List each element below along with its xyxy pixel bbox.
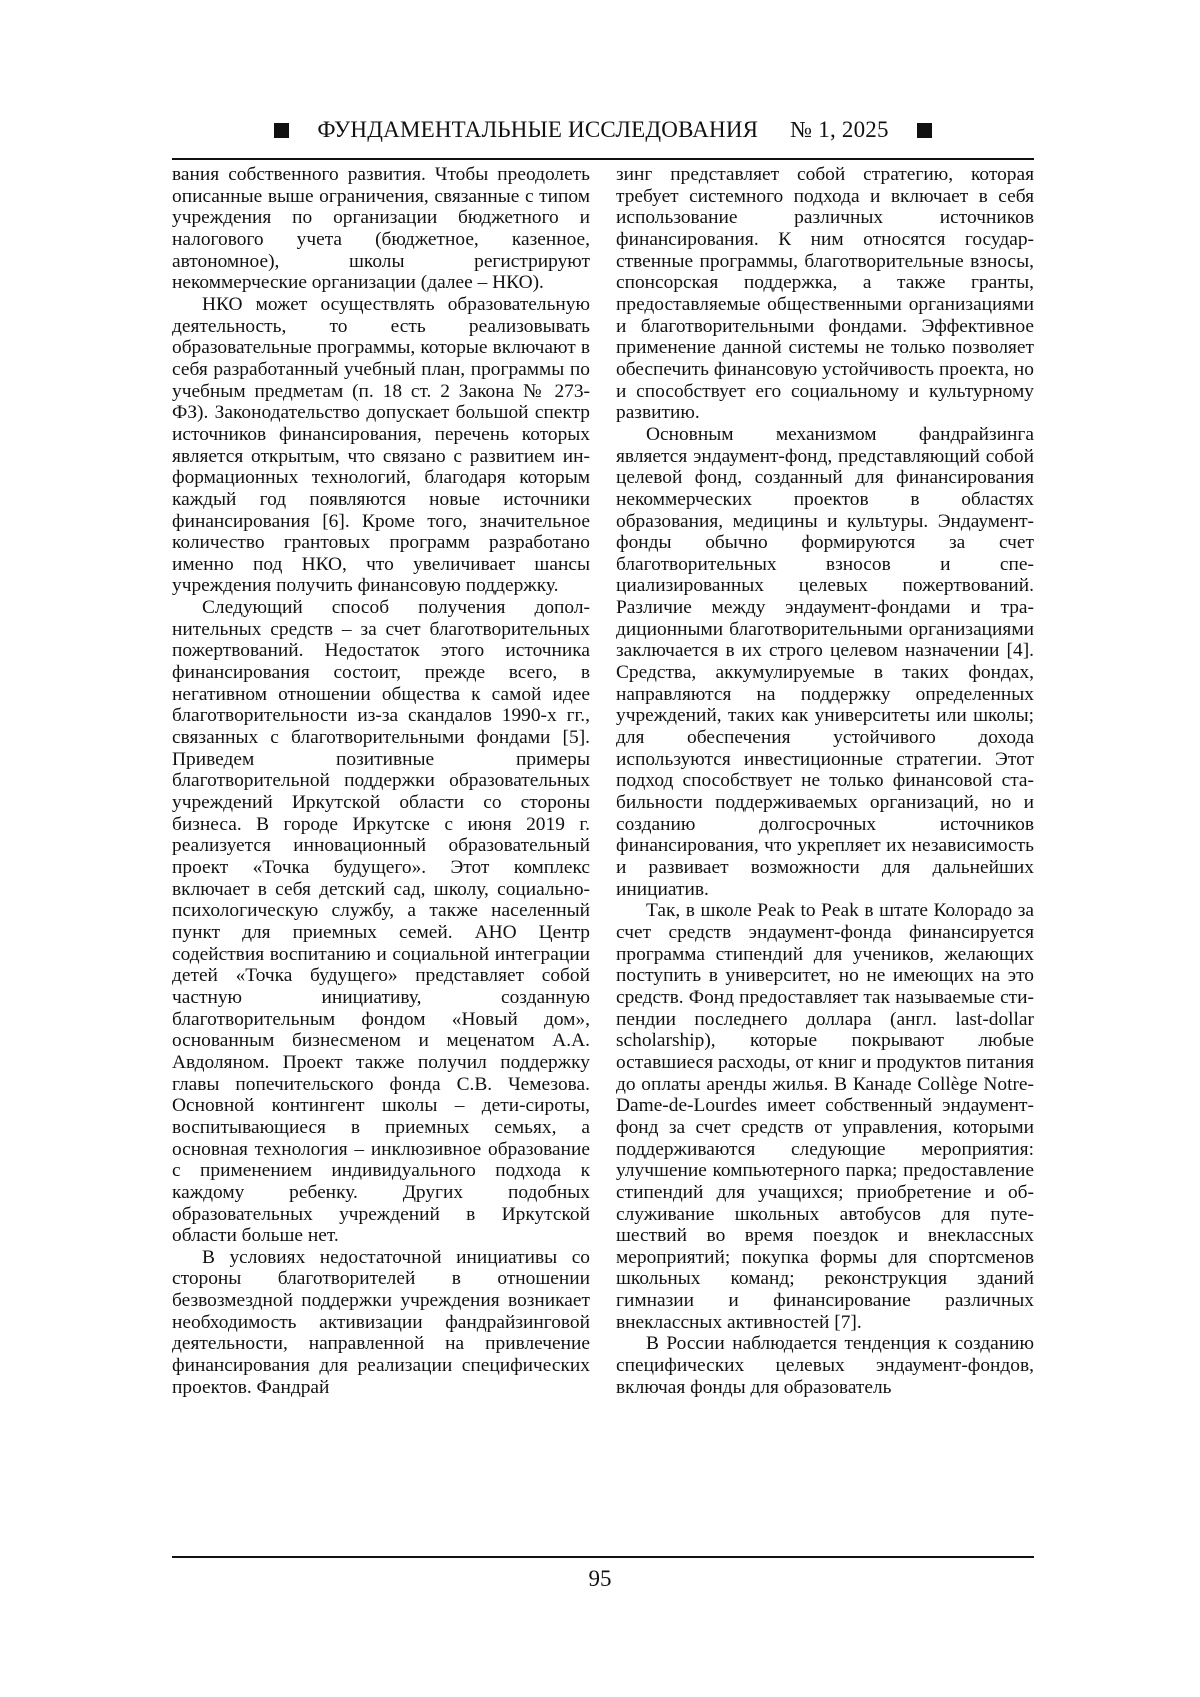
paragraph: вания собственного развития. Чтобы преодолеть описанные выше ограничения, связанные с типом учреждения по организации бюджетного и налогового учета (бюджетное, казенное, автономное), школы регистрируют некоммерческие организации (далее – НКО). bbox=[172, 164, 590, 294]
paragraph: Так, в школе Peak to Peak в штате Колорадо за счет средств эндаумент-фонда финансируется программа стипендий для учеников, желающих поступить в университет, но не имеющих на это средств. Фонд предоставляет так называемые стипендии последнего доллара (англ. last-dollar scholarship), которые покрывают любые оставшиеся расходы, от книг и продуктов питания до оплаты аренды жилья. В Канаде Collège Notre-Dame-de-Lourdes имеет собственный эндаумент-фонд за счет средств от управления, которыми поддерживаются следующие мероприятия: улучшение компьютерного парка; предоставление стипендий для учащихся; приобретение и обслуживание школьных автобусов для путешествий во время поездок и внеклассных мероприятий; покупка формы для спортсменов школьных команд; реконструкция зданий гимназии и финансирование различных внеклассных активностей [7]. bbox=[616, 900, 1034, 1333]
paragraph: Следующий способ получения дополнительных средств – за счет благотворительных пожертвований. Недостаток этого источника финансирования состоит, прежде всего, в негативном отношении общества к самой идее благотворительности из-за скандалов 1990-х гг., связанных с благотворительными фондами [5]. Приведем позитивные примеры благотворительной поддержки образовательных учреждений Иркутской области со стороны бизнеса. В городе Иркутске с июня 2019 г. реализуется инновационный образовательный проект «Точка будущего». Этот комплекс включает в себя детский сад, школу, социально-психологическую службу, а также населенный пункт для приемных семей. АНО Центр содействия воспитанию и социальной интеграции детей «Точка будущего» представляет собой частную инициативу, созданную благотворительным фондом «Новый дом», основанным бизнесменом и меценатом А.А. Авдоляном. Проект также получил поддержку главы попечительского фонда С.В. Чемезова. Основной контингент школы – дети-сироты, воспитывающиеся в приемных семьях, а основная технология – инклюзивное образование с применением индивидуального подхода к каждому ребенку. Других подобных образовательных учреждений в Иркутской области больше нет. bbox=[172, 597, 590, 1247]
left-column bbox=[172, 164, 590, 1540]
paragraph: В условиях недостаточной инициативы со стороны благотворителей в отношении безвозмездной поддержки учреждения возникает необходимость активизации фандрайзинговой деятельности, направленной на привлечение финансирования для реализации специфических проектов. Фандрай bbox=[172, 1246, 590, 1398]
article-body bbox=[172, 164, 1034, 1540]
page-number: 95 bbox=[588, 1566, 612, 1591]
paragraph: В России наблюдается тенденция к созданию специфических целевых эндаумент-фондов, включая фонды для образователь bbox=[616, 1333, 1034, 1398]
paragraph: Основным механизмом фандрайзинга является эндаумент-фонд, представляющий собой целевой фонд, созданный для финансирования некоммерческих проектов в областях образования, медицины и культуры. Эндаумент-фонды обычно формируются за счет благотворительных взносов и специализированных целевых пожертвований. Различие между эндаумент-фондами и традиционными благотворительными организациями заключается в их строго целевом назначении [4]. Средства, аккумулируемые в таких фондах, направляются на поддержку определенных учреждений, таких как университеты или школы; для обеспечения устойчивого дохода используются инвестиционные стратегии. Этот подход способствует не только финансовой стабильности поддерживаемых организаций, но и созданию долгосрочных источников финансирования, что укрепляет их независимость и развивает возможности для дальнейших инициатив. bbox=[616, 423, 1034, 900]
journal-title: ФУНДАМЕНТАЛЬНЫЕ ИССЛЕДОВАНИЯ bbox=[317, 117, 759, 142]
square-bullet-icon bbox=[274, 123, 289, 138]
footer-divider bbox=[172, 1556, 1034, 1558]
running-header bbox=[172, 112, 1034, 148]
right-column bbox=[616, 164, 1034, 1540]
paragraph: зинг представляет собой стратегию, которая требует системного подхода и включает в себя использование различных источников финансирования. К ним относятся государственные программы, благотворительные взносы, спонсорская поддержка, а также гранты, предоставляемые общественными организациями и благотворительными фондами. Эффективное применение данной системы не только позволяет обеспечить финансовую устойчивость проекта, но и способствует его социальному и культурному развитию. bbox=[616, 164, 1034, 424]
paragraph: НКО может осуществлять образовательную деятельность, то есть реализовывать образовательные программы, которые включают в себя разработанный учебный план, программы по учебным предметам (п. 18 ст. 2 Закона № 273-ФЗ). Законодательство допускает большой спектр источников финансирования, перечень которых является открытым, что связано с развитием информационных технологий, благодаря которым каждый год появляются новые источники финансирования [6]. Кроме того, значительное количество грантовых программ разработано именно под НКО, что увеличивает шансы учреждения получить финансовую поддержку. bbox=[172, 293, 590, 597]
header-divider bbox=[172, 158, 1034, 160]
square-bullet-icon bbox=[917, 123, 932, 138]
issue-number: № 1, 2025 bbox=[790, 117, 889, 142]
